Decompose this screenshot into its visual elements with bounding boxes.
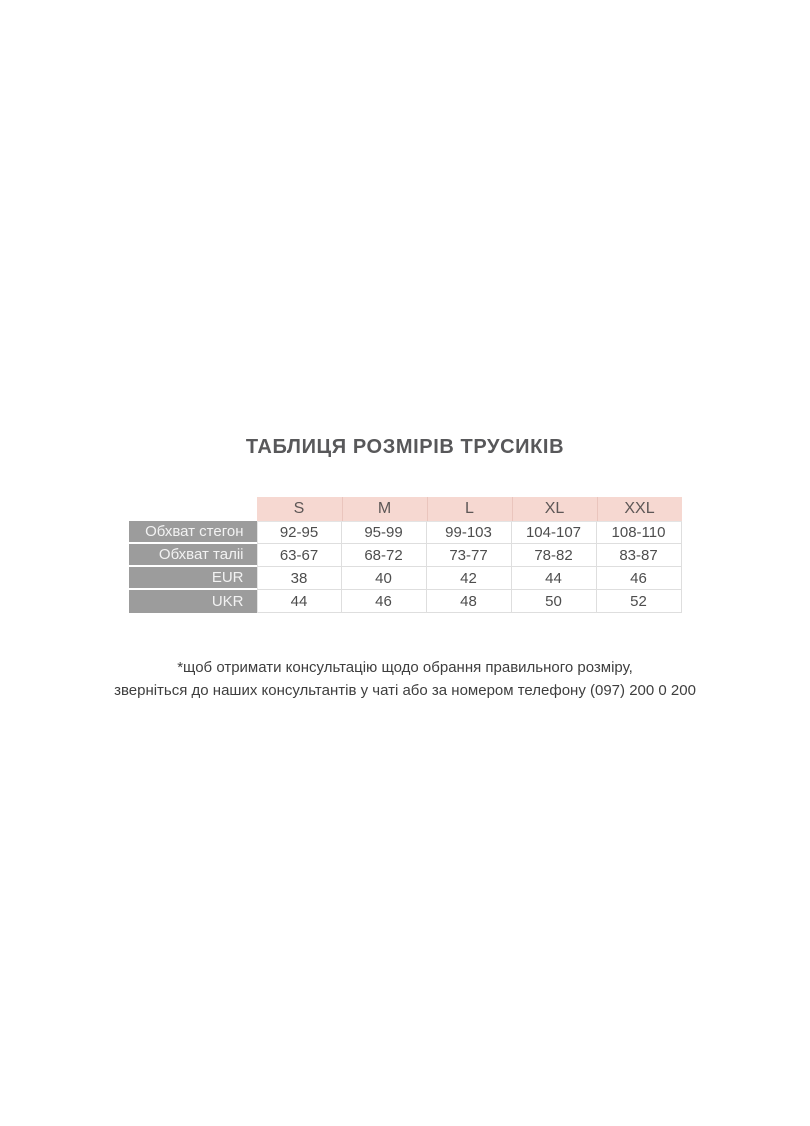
table-cell: 108-110: [597, 521, 682, 544]
row-label-eur: EUR: [129, 567, 257, 590]
table-cell: 92-95: [257, 521, 342, 544]
table-cell: 50: [512, 590, 597, 613]
table-cell: 104-107: [512, 521, 597, 544]
table-cell: 44: [257, 590, 342, 613]
footnote: [0, 656, 810, 702]
table-row-waist: [129, 544, 682, 567]
size-header-m: M: [342, 497, 427, 521]
table-cell: 46: [342, 590, 427, 613]
table-cell: 52: [597, 590, 682, 613]
row-label-hips: Обхват стегон: [129, 521, 257, 544]
page-title: ТАБЛИЦЯ РОЗМІРІВ ТРУСИКІВ: [245, 436, 565, 458]
size-header-s: S: [257, 497, 342, 521]
table-corner-cell: [129, 497, 257, 521]
table-cell: 63-67: [257, 544, 342, 567]
table-cell: 42: [427, 567, 512, 590]
table-cell: 68-72: [342, 544, 427, 567]
row-label-ukr: UKR: [129, 590, 257, 613]
footnote-line-1: *щоб отримати консультацію щодо обрання правильного розміру,: [177, 659, 633, 676]
size-header-row: [129, 497, 682, 521]
table-cell: 99-103: [427, 521, 512, 544]
table-cell: 78-82: [512, 544, 597, 567]
size-header-xl: XL: [512, 497, 597, 521]
table-row-eur: [129, 567, 682, 590]
table-cell: 48: [427, 590, 512, 613]
table-cell: 46: [597, 567, 682, 590]
size-table: [129, 497, 682, 613]
table-cell: 83-87: [597, 544, 682, 567]
table-cell: 40: [342, 567, 427, 590]
table-row-hips: [129, 521, 682, 544]
footnote-line-2: зверніться до наших консультантів у чаті або за номером телефону (097) 200 0 200: [114, 682, 696, 699]
table-cell: 44: [512, 567, 597, 590]
size-header-l: L: [427, 497, 512, 521]
row-label-waist: Обхват таліі: [129, 544, 257, 567]
table-row-ukr: [129, 590, 682, 613]
table-cell: 38: [257, 567, 342, 590]
table-cell: 95-99: [342, 521, 427, 544]
size-header-xxl: XXL: [597, 497, 682, 521]
table-cell: 73-77: [427, 544, 512, 567]
